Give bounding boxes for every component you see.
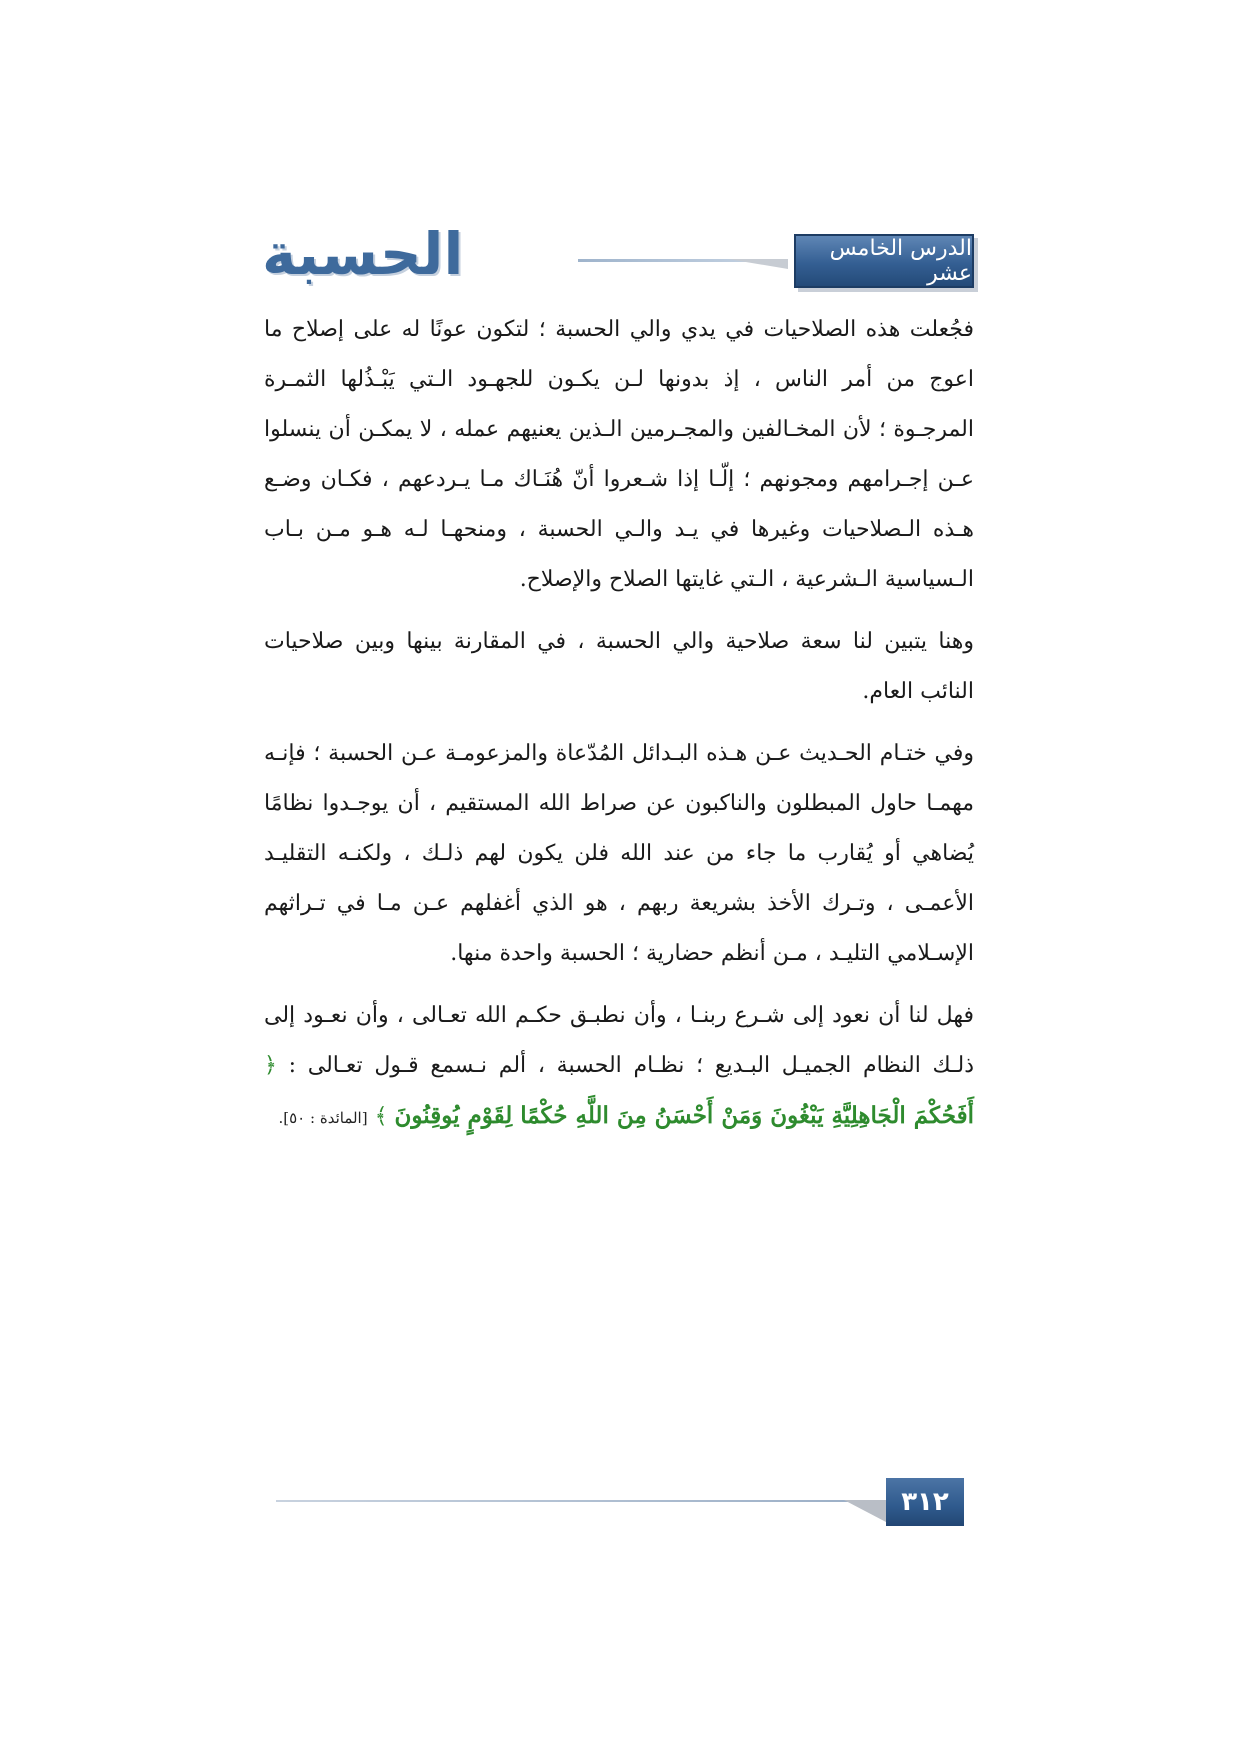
verse-reference: [المائدة : ٥٠]. xyxy=(278,1109,368,1127)
page-body xyxy=(264,305,974,1155)
footer-divider xyxy=(276,1500,886,1502)
closing-text: فهل لنا أن نعود إلى شـرع ربنـا ، وأن نطبـق حكـم الله تعـالى ، وأن نعـود إلى ذلـك النظام الجميـل البـديع ؛ نظـام الحسبة ، ألم نـسمع قـول تعـالى : xyxy=(264,1003,975,1078)
paragraph-closing xyxy=(264,991,974,1143)
paragraph-3: وفي ختـام الحـديث عـن هـذه البـدائل المُدّعاة والمزعومـة عـن الحسبة ؛ فإنـه مهمـا حاول المبطلون والناكبون عن صراط الله المستقيم ، أن يوجـدوا نظامًا يُضاهي أو يُقارب ما جاء من عند الله فلن يكون لهم ذلـك ، ولكنـه التقليـد الأعمـى ، وتـرك الأخذ بشريعة ربهم ، هو الذي أغفلهم عـن مـا في تـراثهم الإسـلامي التليـد ، مـن أنظم حضارية ؛ الحسبة واحدة منها. xyxy=(264,741,974,966)
footer-divider-shadow xyxy=(844,1500,886,1522)
verse-brace-close: ﴾ xyxy=(374,1104,388,1129)
page-footer xyxy=(276,1478,964,1526)
page-header xyxy=(262,220,974,292)
verse-brace-open: ﴿ xyxy=(264,1053,277,1078)
page-number: ٣١٢ xyxy=(901,1487,949,1517)
paragraph-2: وهنا يتبين لنا سعة صلاحية والي الحسبة ، في المقارنة بينها وبين صلاحيات النائب العام. xyxy=(264,629,974,704)
page-title: الحسبة xyxy=(262,220,464,288)
chapter-label: الدرس الخامس عشر xyxy=(829,236,972,286)
paragraph-1: فجُعلت هذه الصلاحيات في يدي والي الحسبة ؛ لتكون عونًا له على إصلاح ما اعوج من أمر الناس ، إذ بدونها لـن يكـون للجهـود الـتي يَبْـذُلها الثمـرة المرجـوة ؛ لأن المخـالفين والمجـرمين الـذين يعنيهم عمله ، لا يمكـن أن ينسلوا عـن إجـرامهم ومجونهم ؛ إلّـا إذا شـعروا أنّ هُنَـاك مـا يـردعهم ، فكـان وضـع هـذه الـصلاحيات وغيرها في يـد والـي الحسبة ، ومنحهـا لـه هـو مـن بـاب الـسياسية الـشرعية ، الـتي غايتها الصلاح والإصلاح. xyxy=(264,317,974,592)
header-divider-shadow xyxy=(728,259,788,269)
page-number-badge xyxy=(886,1478,964,1526)
quran-verse: أَفَحُكْمَ الْجَاهِلِيَّةِ يَبْغُونَ وَمَنْ أَحْسَنُ مِنَ اللَّهِ حُكْمًا لِقَوْمٍ يُوقِنُونَ xyxy=(394,1102,974,1129)
chapter-badge xyxy=(794,234,974,288)
